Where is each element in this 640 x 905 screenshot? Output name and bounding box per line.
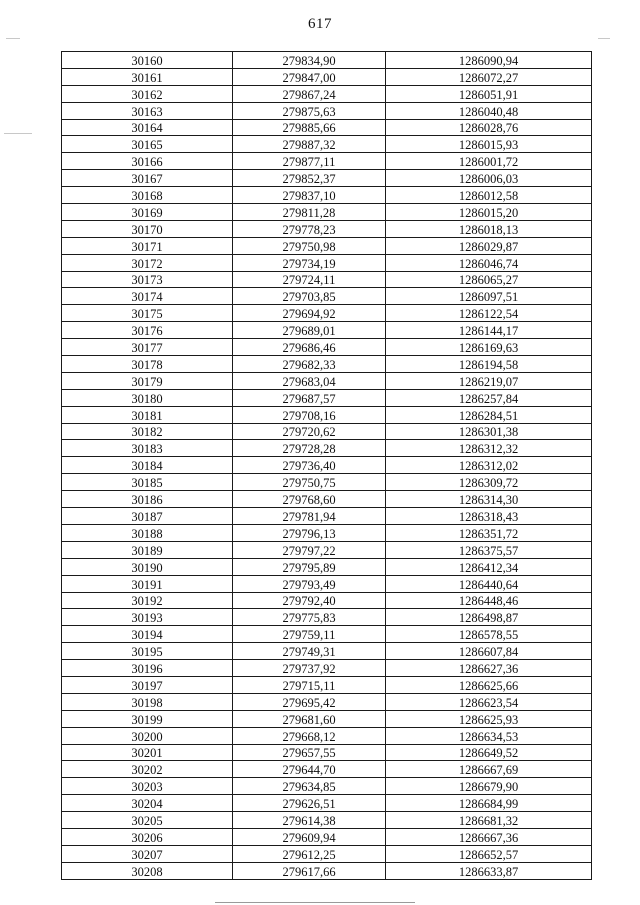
x-coordinate-cell: 279885,66 <box>233 119 386 136</box>
table-row <box>62 457 592 474</box>
point-number-cell: 30181 <box>62 406 233 423</box>
coordinates-table-body <box>62 52 592 880</box>
point-number-cell: 30168 <box>62 187 233 204</box>
point-number-cell: 30182 <box>62 423 233 440</box>
y-coordinate-cell: 1286667,36 <box>386 828 592 845</box>
x-coordinate-cell: 279852,37 <box>233 170 386 187</box>
table-row <box>62 710 592 727</box>
x-coordinate-cell: 279689,01 <box>233 322 386 339</box>
point-number-cell: 30186 <box>62 491 233 508</box>
y-coordinate-cell: 1286351,72 <box>386 524 592 541</box>
y-coordinate-cell: 1286684,99 <box>386 795 592 812</box>
y-coordinate-cell: 1286633,87 <box>386 862 592 879</box>
coordinates-table <box>61 51 592 880</box>
table-row <box>62 68 592 85</box>
point-number-cell: 30167 <box>62 170 233 187</box>
y-coordinate-cell: 1286097,51 <box>386 288 592 305</box>
point-number-cell: 30177 <box>62 339 233 356</box>
point-number-cell: 30189 <box>62 541 233 558</box>
table-row <box>62 237 592 254</box>
y-coordinate-cell: 1286284,51 <box>386 406 592 423</box>
point-number-cell: 30206 <box>62 828 233 845</box>
table-row <box>62 676 592 693</box>
point-number-cell: 30185 <box>62 474 233 491</box>
point-number-cell: 30165 <box>62 136 233 153</box>
x-coordinate-cell: 279749,31 <box>233 643 386 660</box>
y-coordinate-cell: 1286314,30 <box>386 491 592 508</box>
y-coordinate-cell: 1286046,74 <box>386 254 592 271</box>
point-number-cell: 30193 <box>62 609 233 626</box>
x-coordinate-cell: 279609,94 <box>233 828 386 845</box>
x-coordinate-cell: 279617,66 <box>233 862 386 879</box>
scan-artifact <box>6 38 20 39</box>
point-number-cell: 30191 <box>62 575 233 592</box>
point-number-cell: 30187 <box>62 508 233 525</box>
point-number-cell: 30208 <box>62 862 233 879</box>
y-coordinate-cell: 1286040,48 <box>386 102 592 119</box>
x-coordinate-cell: 279720,62 <box>233 423 386 440</box>
x-coordinate-cell: 279875,63 <box>233 102 386 119</box>
x-coordinate-cell: 279614,38 <box>233 812 386 829</box>
point-number-cell: 30201 <box>62 744 233 761</box>
point-number-cell: 30176 <box>62 322 233 339</box>
point-number-cell: 30160 <box>62 52 233 69</box>
point-number-cell: 30184 <box>62 457 233 474</box>
table-row <box>62 356 592 373</box>
point-number-cell: 30203 <box>62 778 233 795</box>
table-row <box>62 136 592 153</box>
x-coordinate-cell: 279682,33 <box>233 356 386 373</box>
x-coordinate-cell: 279694,92 <box>233 305 386 322</box>
point-number-cell: 30171 <box>62 237 233 254</box>
y-coordinate-cell: 1286018,13 <box>386 220 592 237</box>
y-coordinate-cell: 1286169,63 <box>386 339 592 356</box>
x-coordinate-cell: 279687,57 <box>233 389 386 406</box>
x-coordinate-cell: 279811,28 <box>233 204 386 221</box>
point-number-cell: 30199 <box>62 710 233 727</box>
x-coordinate-cell: 279708,16 <box>233 406 386 423</box>
x-coordinate-cell: 279644,70 <box>233 761 386 778</box>
x-coordinate-cell: 279750,98 <box>233 237 386 254</box>
y-coordinate-cell: 1286015,20 <box>386 204 592 221</box>
y-coordinate-cell: 1286257,84 <box>386 389 592 406</box>
x-coordinate-cell: 279750,75 <box>233 474 386 491</box>
y-coordinate-cell: 1286440,64 <box>386 575 592 592</box>
point-number-cell: 30197 <box>62 676 233 693</box>
table-row <box>62 305 592 322</box>
page-bottom-line <box>215 902 415 903</box>
table-row <box>62 727 592 744</box>
table-row <box>62 52 592 69</box>
table-row <box>62 204 592 221</box>
y-coordinate-cell: 1286679,90 <box>386 778 592 795</box>
table-row <box>62 541 592 558</box>
x-coordinate-cell: 279734,19 <box>233 254 386 271</box>
table-row <box>62 119 592 136</box>
table-row <box>62 862 592 879</box>
point-number-cell: 30194 <box>62 626 233 643</box>
y-coordinate-cell: 1286667,69 <box>386 761 592 778</box>
table-row <box>62 845 592 862</box>
point-number-cell: 30200 <box>62 727 233 744</box>
table-row <box>62 288 592 305</box>
scan-artifact <box>4 133 32 134</box>
x-coordinate-cell: 279736,40 <box>233 457 386 474</box>
point-number-cell: 30179 <box>62 372 233 389</box>
y-coordinate-cell: 1286028,76 <box>386 119 592 136</box>
table-row <box>62 575 592 592</box>
x-coordinate-cell: 279703,85 <box>233 288 386 305</box>
table-row <box>62 812 592 829</box>
y-coordinate-cell: 1286301,38 <box>386 423 592 440</box>
x-coordinate-cell: 279668,12 <box>233 727 386 744</box>
x-coordinate-cell: 279867,24 <box>233 85 386 102</box>
x-coordinate-cell: 279634,85 <box>233 778 386 795</box>
y-coordinate-cell: 1286652,57 <box>386 845 592 862</box>
y-coordinate-cell: 1286012,58 <box>386 187 592 204</box>
table-row <box>62 220 592 237</box>
y-coordinate-cell: 1286072,27 <box>386 68 592 85</box>
table-row <box>62 85 592 102</box>
x-coordinate-cell: 279837,10 <box>233 187 386 204</box>
y-coordinate-cell: 1286219,07 <box>386 372 592 389</box>
table-row <box>62 440 592 457</box>
y-coordinate-cell: 1286001,72 <box>386 153 592 170</box>
x-coordinate-cell: 279759,11 <box>233 626 386 643</box>
table-row <box>62 626 592 643</box>
table-row <box>62 693 592 710</box>
x-coordinate-cell: 279737,92 <box>233 660 386 677</box>
table-row <box>62 660 592 677</box>
y-coordinate-cell: 1286627,36 <box>386 660 592 677</box>
x-coordinate-cell: 279686,46 <box>233 339 386 356</box>
table-row <box>62 761 592 778</box>
point-number-cell: 30204 <box>62 795 233 812</box>
y-coordinate-cell: 1286051,91 <box>386 85 592 102</box>
y-coordinate-cell: 1286006,03 <box>386 170 592 187</box>
point-number-cell: 30169 <box>62 204 233 221</box>
scan-artifact <box>598 38 610 39</box>
point-number-cell: 30188 <box>62 524 233 541</box>
x-coordinate-cell: 279683,04 <box>233 372 386 389</box>
table-row <box>62 170 592 187</box>
x-coordinate-cell: 279795,89 <box>233 558 386 575</box>
y-coordinate-cell: 1286681,32 <box>386 812 592 829</box>
point-number-cell: 30192 <box>62 592 233 609</box>
y-coordinate-cell: 1286607,84 <box>386 643 592 660</box>
table-row <box>62 372 592 389</box>
page-number: 617 <box>308 16 332 32</box>
y-coordinate-cell: 1286623,54 <box>386 693 592 710</box>
y-coordinate-cell: 1286625,66 <box>386 676 592 693</box>
point-number-cell: 30202 <box>62 761 233 778</box>
y-coordinate-cell: 1286312,32 <box>386 440 592 457</box>
table-row <box>62 271 592 288</box>
table-row <box>62 406 592 423</box>
x-coordinate-cell: 279797,22 <box>233 541 386 558</box>
x-coordinate-cell: 279781,94 <box>233 508 386 525</box>
table-row <box>62 187 592 204</box>
x-coordinate-cell: 279796,13 <box>233 524 386 541</box>
x-coordinate-cell: 279657,55 <box>233 744 386 761</box>
y-coordinate-cell: 1286578,55 <box>386 626 592 643</box>
table-row <box>62 643 592 660</box>
y-coordinate-cell: 1286634,53 <box>386 727 592 744</box>
point-number-cell: 30205 <box>62 812 233 829</box>
table-row <box>62 609 592 626</box>
point-number-cell: 30172 <box>62 254 233 271</box>
point-number-cell: 30196 <box>62 660 233 677</box>
point-number-cell: 30175 <box>62 305 233 322</box>
y-coordinate-cell: 1286309,72 <box>386 474 592 491</box>
point-number-cell: 30163 <box>62 102 233 119</box>
table-row <box>62 744 592 761</box>
y-coordinate-cell: 1286015,93 <box>386 136 592 153</box>
y-coordinate-cell: 1286625,93 <box>386 710 592 727</box>
table-row <box>62 389 592 406</box>
y-coordinate-cell: 1286448,46 <box>386 592 592 609</box>
y-coordinate-cell: 1286312,02 <box>386 457 592 474</box>
point-number-cell: 30183 <box>62 440 233 457</box>
point-number-cell: 30190 <box>62 558 233 575</box>
x-coordinate-cell: 279775,83 <box>233 609 386 626</box>
table-row <box>62 558 592 575</box>
x-coordinate-cell: 279681,60 <box>233 710 386 727</box>
y-coordinate-cell: 1286029,87 <box>386 237 592 254</box>
point-number-cell: 30173 <box>62 271 233 288</box>
table-row <box>62 423 592 440</box>
y-coordinate-cell: 1286498,87 <box>386 609 592 626</box>
table-row <box>62 491 592 508</box>
table-row <box>62 508 592 525</box>
x-coordinate-cell: 279834,90 <box>233 52 386 69</box>
point-number-cell: 30162 <box>62 85 233 102</box>
y-coordinate-cell: 1286065,27 <box>386 271 592 288</box>
x-coordinate-cell: 279724,11 <box>233 271 386 288</box>
point-number-cell: 30170 <box>62 220 233 237</box>
y-coordinate-cell: 1286144,17 <box>386 322 592 339</box>
point-number-cell: 30180 <box>62 389 233 406</box>
point-number-cell: 30198 <box>62 693 233 710</box>
point-number-cell: 30174 <box>62 288 233 305</box>
x-coordinate-cell: 279847,00 <box>233 68 386 85</box>
point-number-cell: 30164 <box>62 119 233 136</box>
point-number-cell: 30207 <box>62 845 233 862</box>
y-coordinate-cell: 1286194,58 <box>386 356 592 373</box>
table-row <box>62 153 592 170</box>
y-coordinate-cell: 1286318,43 <box>386 508 592 525</box>
x-coordinate-cell: 279792,40 <box>233 592 386 609</box>
x-coordinate-cell: 279612,25 <box>233 845 386 862</box>
y-coordinate-cell: 1286122,54 <box>386 305 592 322</box>
y-coordinate-cell: 1286375,57 <box>386 541 592 558</box>
table-row <box>62 828 592 845</box>
point-number-cell: 30166 <box>62 153 233 170</box>
y-coordinate-cell: 1286649,52 <box>386 744 592 761</box>
x-coordinate-cell: 279768,60 <box>233 491 386 508</box>
x-coordinate-cell: 279626,51 <box>233 795 386 812</box>
table-row <box>62 795 592 812</box>
table-row <box>62 322 592 339</box>
table-row <box>62 339 592 356</box>
table-row <box>62 524 592 541</box>
x-coordinate-cell: 279695,42 <box>233 693 386 710</box>
x-coordinate-cell: 279778,23 <box>233 220 386 237</box>
x-coordinate-cell: 279887,32 <box>233 136 386 153</box>
y-coordinate-cell: 1286412,34 <box>386 558 592 575</box>
table-row <box>62 102 592 119</box>
table-row <box>62 778 592 795</box>
x-coordinate-cell: 279793,49 <box>233 575 386 592</box>
x-coordinate-cell: 279877,11 <box>233 153 386 170</box>
y-coordinate-cell: 1286090,94 <box>386 52 592 69</box>
point-number-cell: 30195 <box>62 643 233 660</box>
x-coordinate-cell: 279728,28 <box>233 440 386 457</box>
table-row <box>62 592 592 609</box>
point-number-cell: 30178 <box>62 356 233 373</box>
table-row <box>62 474 592 491</box>
table-row <box>62 254 592 271</box>
point-number-cell: 30161 <box>62 68 233 85</box>
x-coordinate-cell: 279715,11 <box>233 676 386 693</box>
